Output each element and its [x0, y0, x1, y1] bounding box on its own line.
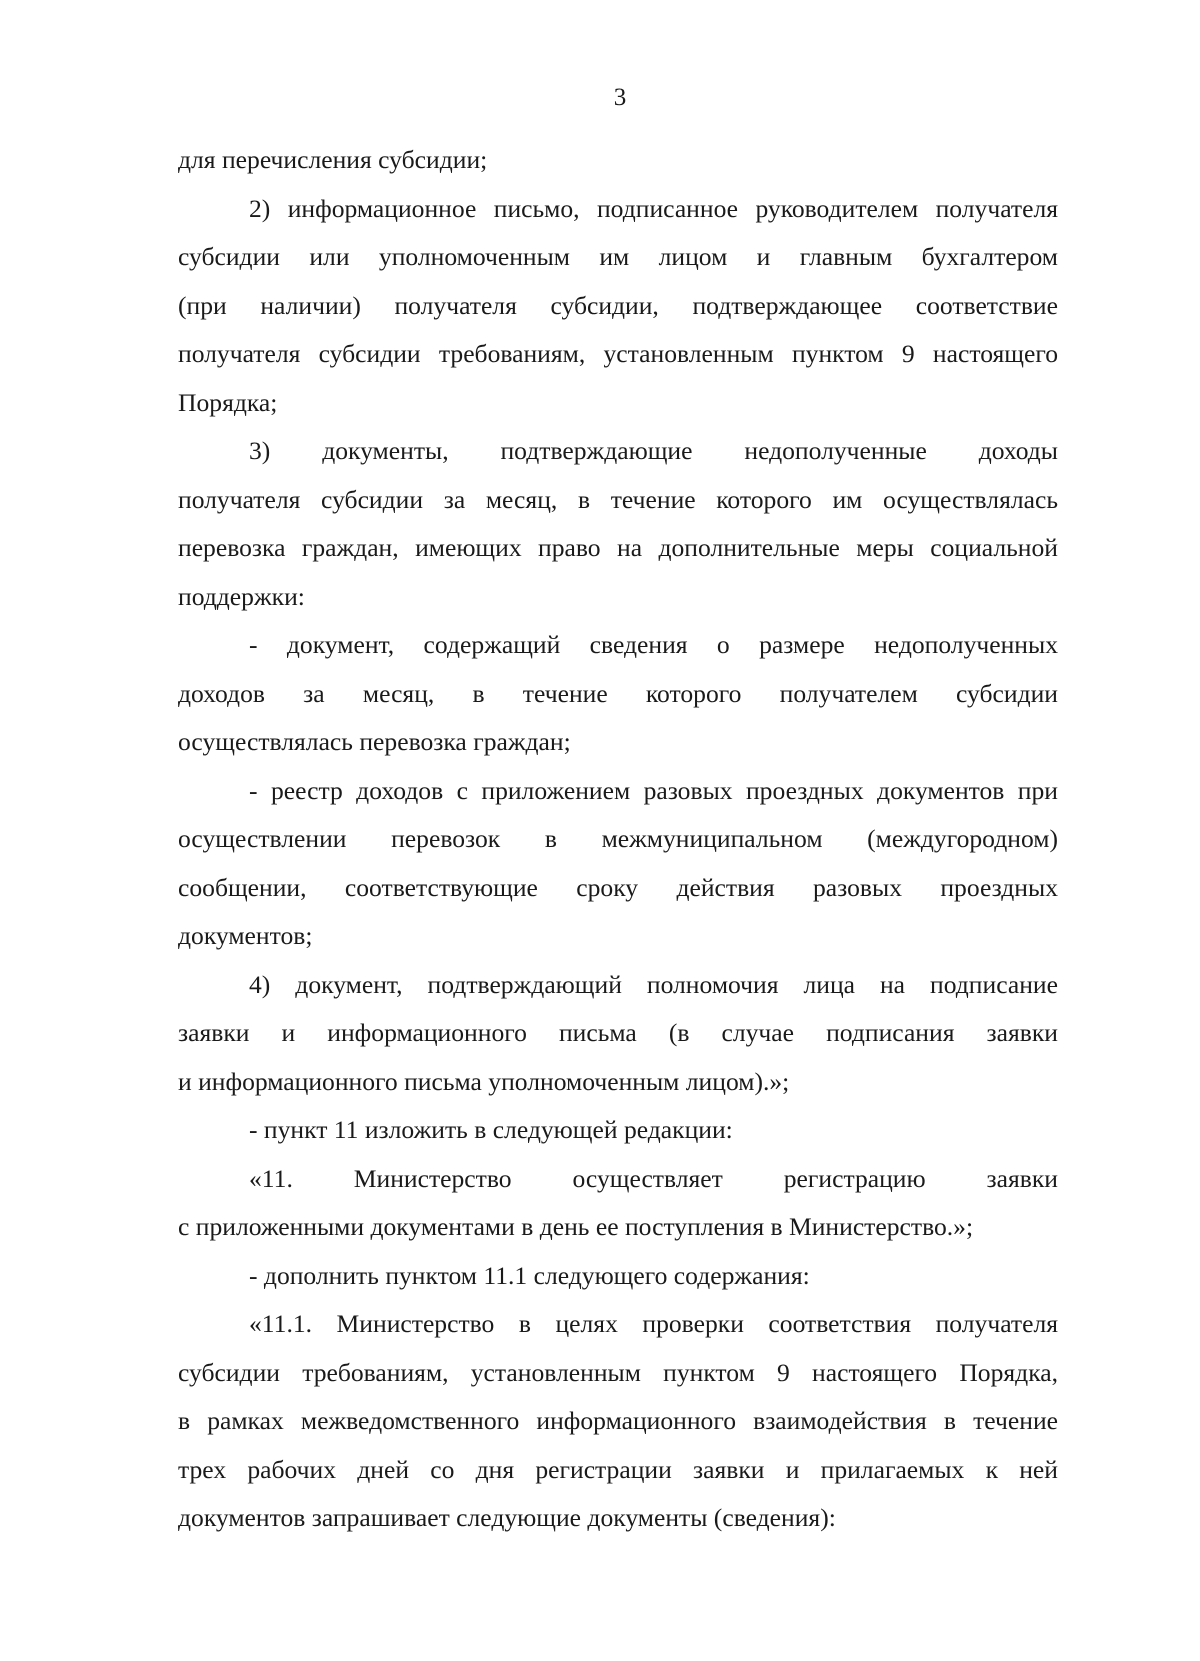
- document-body: [178, 136, 1058, 1543]
- text-line: получателя субсидии требованиям, установленным пунктом 9 настоящего: [178, 339, 1058, 368]
- page-number: 3: [613, 84, 627, 111]
- text-line: перевозка граждан, имеющих право на дополнительные меры социальной: [178, 533, 1058, 562]
- text-line: - дополнить пунктом 11.1 следующего содержания:: [249, 1260, 810, 1290]
- text-line: 4) документ, подтверждающий полномочия лица на подписание: [249, 969, 1058, 999]
- text-line: «11.1. Министерство в целях проверки соответствия получателя: [249, 1309, 1058, 1338]
- text-line: 2) информационное письмо, подписанное руководителем получателя: [249, 193, 1058, 223]
- text-line: - документ, содержащий сведения о размере недополученных: [249, 630, 1058, 659]
- text-line: 3) документы, подтверждающие недополученные доходы: [249, 436, 1058, 465]
- text-line: трех рабочих дней со дня регистрации заявки и прилагаемых к ней: [178, 1454, 1058, 1484]
- text-line: и информационного письма уполномоченным лицом).»;: [178, 1066, 790, 1096]
- text-line: «11. Министерство осуществляет регистрацию заявки: [249, 1163, 1058, 1193]
- text-line: осуществлении перевозок в межмуниципальном (междугородном): [178, 824, 1058, 853]
- text-line: документов запрашивает следующие документы (сведения):: [178, 1503, 836, 1532]
- text-line: субсидии требованиям, установленным пунктом 9 настоящего Порядка,: [178, 1357, 1058, 1387]
- text-line: доходов за месяц, в течение которого получателем субсидии: [178, 678, 1058, 708]
- text-line: сообщении, соответствующие сроку действия разовых проездных: [178, 872, 1058, 902]
- text-line: в рамках межведомственного информационного взаимодействия в течение: [178, 1406, 1058, 1435]
- text-line: субсидии или уполномоченным им лицом и главным бухгалтером: [178, 242, 1058, 271]
- text-line: документов;: [178, 921, 313, 950]
- text-line: получателя субсидии за месяц, в течение которого им осуществлялась: [178, 484, 1058, 514]
- text-line: с приложенными документами в день ее поступления в Министерство.»;: [178, 1212, 974, 1241]
- text-line: Порядка;: [178, 387, 278, 417]
- text-line: для перечисления субсидии;: [178, 145, 488, 174]
- text-line: - пункт 11 изложить в следующей редакции:: [249, 1115, 733, 1144]
- text-line: (при наличии) получателя субсидии, подтверждающее соответствие: [178, 290, 1058, 320]
- text-line: осуществлялась перевозка граждан;: [178, 727, 571, 756]
- text-line: - реестр доходов с приложением разовых проездных документов при: [249, 775, 1058, 805]
- text-line: поддержки:: [178, 581, 305, 611]
- text-line: заявки и информационного письма (в случае подписания заявки: [178, 1018, 1058, 1047]
